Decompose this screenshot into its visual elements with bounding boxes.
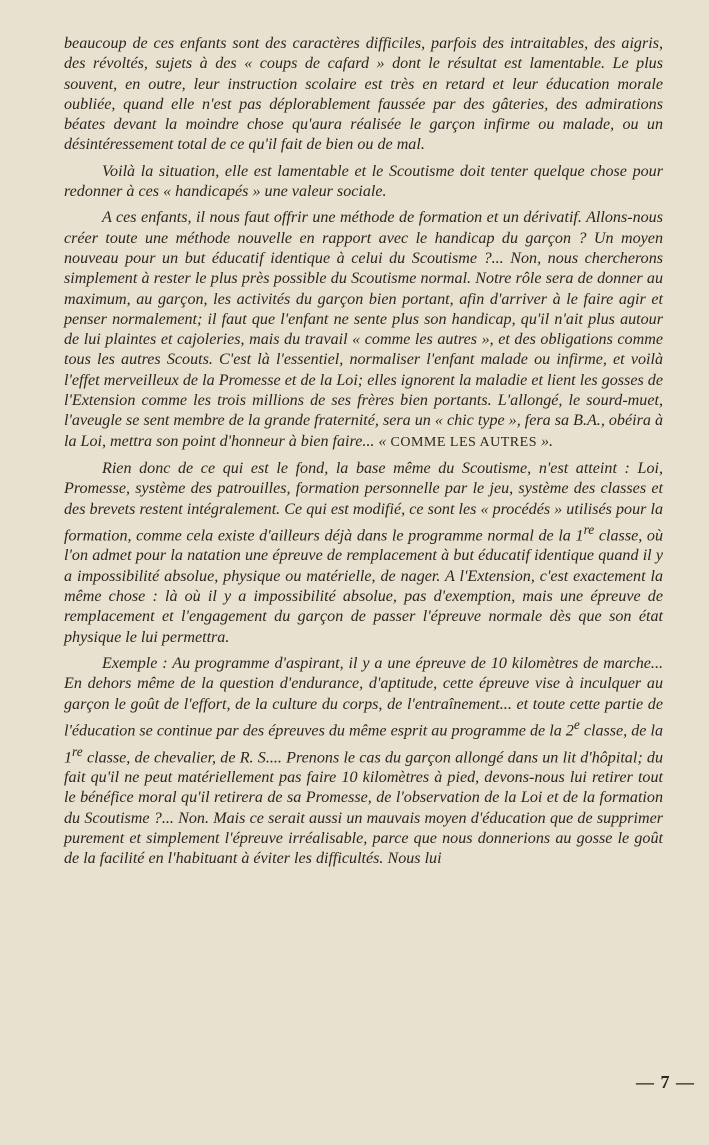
paragraph-5-sup-2: re — [72, 743, 83, 759]
paragraph-4-text: Rien donc de ce qui est le fond, la base même du Scoutisme, n'est atteint : Loi, Promesse, système des patrouilles, formation personnelle par le jeu, système des classes et des brevets restent intégralement. Ce qui est modifié, ce sont les « procédés » utilisés pour la formation, comme cela existe d'ailleurs déjà dans le programme normal de la — [64, 459, 663, 545]
paragraph-5-sup-1: e — [573, 716, 580, 732]
paragraph-1: beaucoup de ces enfants sont des caractères difficiles, parfois des intraitables, des aigris, des révoltés, sujets à des « coups de cafard » dont le résultat est lamentable. Le plus souvent, en outre, leur instruction scolaire est très en retard et leur éducation morale oubliée, quand elle n'est pas déplorablement faussée par des gâteries, des admirations béates devant la moindre chose qu'aura réalisée le garçon infirme ou malade, ou un désintéressement total de ce qu'il fait de bien ou de mal. — [64, 35, 663, 154]
paragraph-4-ordinal: 1 — [575, 527, 584, 545]
paragraph-5-rest: classe, de chevalier, de R. S.... Prenons le cas du garçon allongé dans un lit d'hôpital; du fait qu'il ne peut matériellement pas faire 10 kilomètres à pied, devons-nous lui retirer tout le bénéfice moral qu'il retirera de sa Promesse, de l'observation de la Loi et de la formation du Scoutisme ?... Non. Mais ce serait aussi un mauvais moyen d'éducation que de supprimer purement et simplement l'épreuve irréalisable, parce que nous donnerions au gosse le goût de la facilité en l'habituant à éviter les difficultés. Nous lui — [64, 748, 663, 868]
paragraph-3 — [64, 208, 663, 453]
comme-les-autres-emphasis: COMME LES AUTRES — [390, 434, 537, 450]
page-number: — 7 — — [636, 1072, 695, 1092]
paragraph-4-rest: classe, où l'on admet pour la natation une épreuve de remplacement à but éducatif identique quand il y a impossibilité absolue, physique ou matérielle, de nager. A l'Extension, c'est exactement la même chose : là où il y a impossibilité absolue, pas d'exemption, mais une épreuve de remplacement et l'engagement du garçon de passer l'épreuve normale dès que son état physique le lui permettra. — [64, 527, 663, 646]
paragraph-4-ordinal-sup: re — [583, 521, 595, 537]
paragraph-5-mid: classe, de la 1 — [64, 722, 663, 766]
paragraph-3-text: A ces enfants, il nous faut offrir une méthode de formation et un dérivatif. Allons-nous créer toute une méthode nouvelle en rapport avec le handicap du garçon ? Un moyen nouveau pour un but éducatif identique à celui du Scoutisme ?... Non, nous chercherons simplement à rester le plus près possible du Scoutisme normal. Notre rôle sera de donner au maximum, au garçon, les activités du garçon bien portant, afin d'arriver à le faire agir et penser normalement; il faut que l'enfant ne sente plus son handicap, qu'il n'ait plus autour de lui plaintes et cajoleries, mais du travail « comme les autres », et des obligations comme tous les autres Scouts. C'est là l'essentiel, normaliser l'enfant malade ou infirme, et voilà l'effet merveilleux de la Promesse et de la Loi; elles ignorent la maladie et lient les gosses de l'Extension comme les trois millions de ses frères bien portants. L'allongé, le sourd-muet, l'aveugle se sent membre de la grande fraternité, sera un « chic type », fera sa B.A., obéira à la Loi, mettra son point d'honneur à bien faire... « — [64, 209, 663, 450]
paragraph-3-tail: ». — [536, 432, 554, 450]
paragraph-4 — [64, 459, 663, 648]
paragraph-2: Voilà la situation, elle est lamentable et le Scoutisme doit tenter quelque chose pour redonner à ces « handicapés » une valeur sociale. — [64, 162, 663, 201]
paragraph-5-text: Exemple : Au programme d'aspirant, il y a une épreuve de 10 kilomètres de marche... En dehors même de la question d'endurance, d'aptitude, cette épreuve vise à inculquer au garçon le goût de l'effort, de la culture du corps, de l'entraînement... et toute cette partie de l'éducation se continue par des épreuves du même esprit au programme de la 2 — [64, 654, 663, 740]
paragraph-5 — [64, 654, 663, 870]
